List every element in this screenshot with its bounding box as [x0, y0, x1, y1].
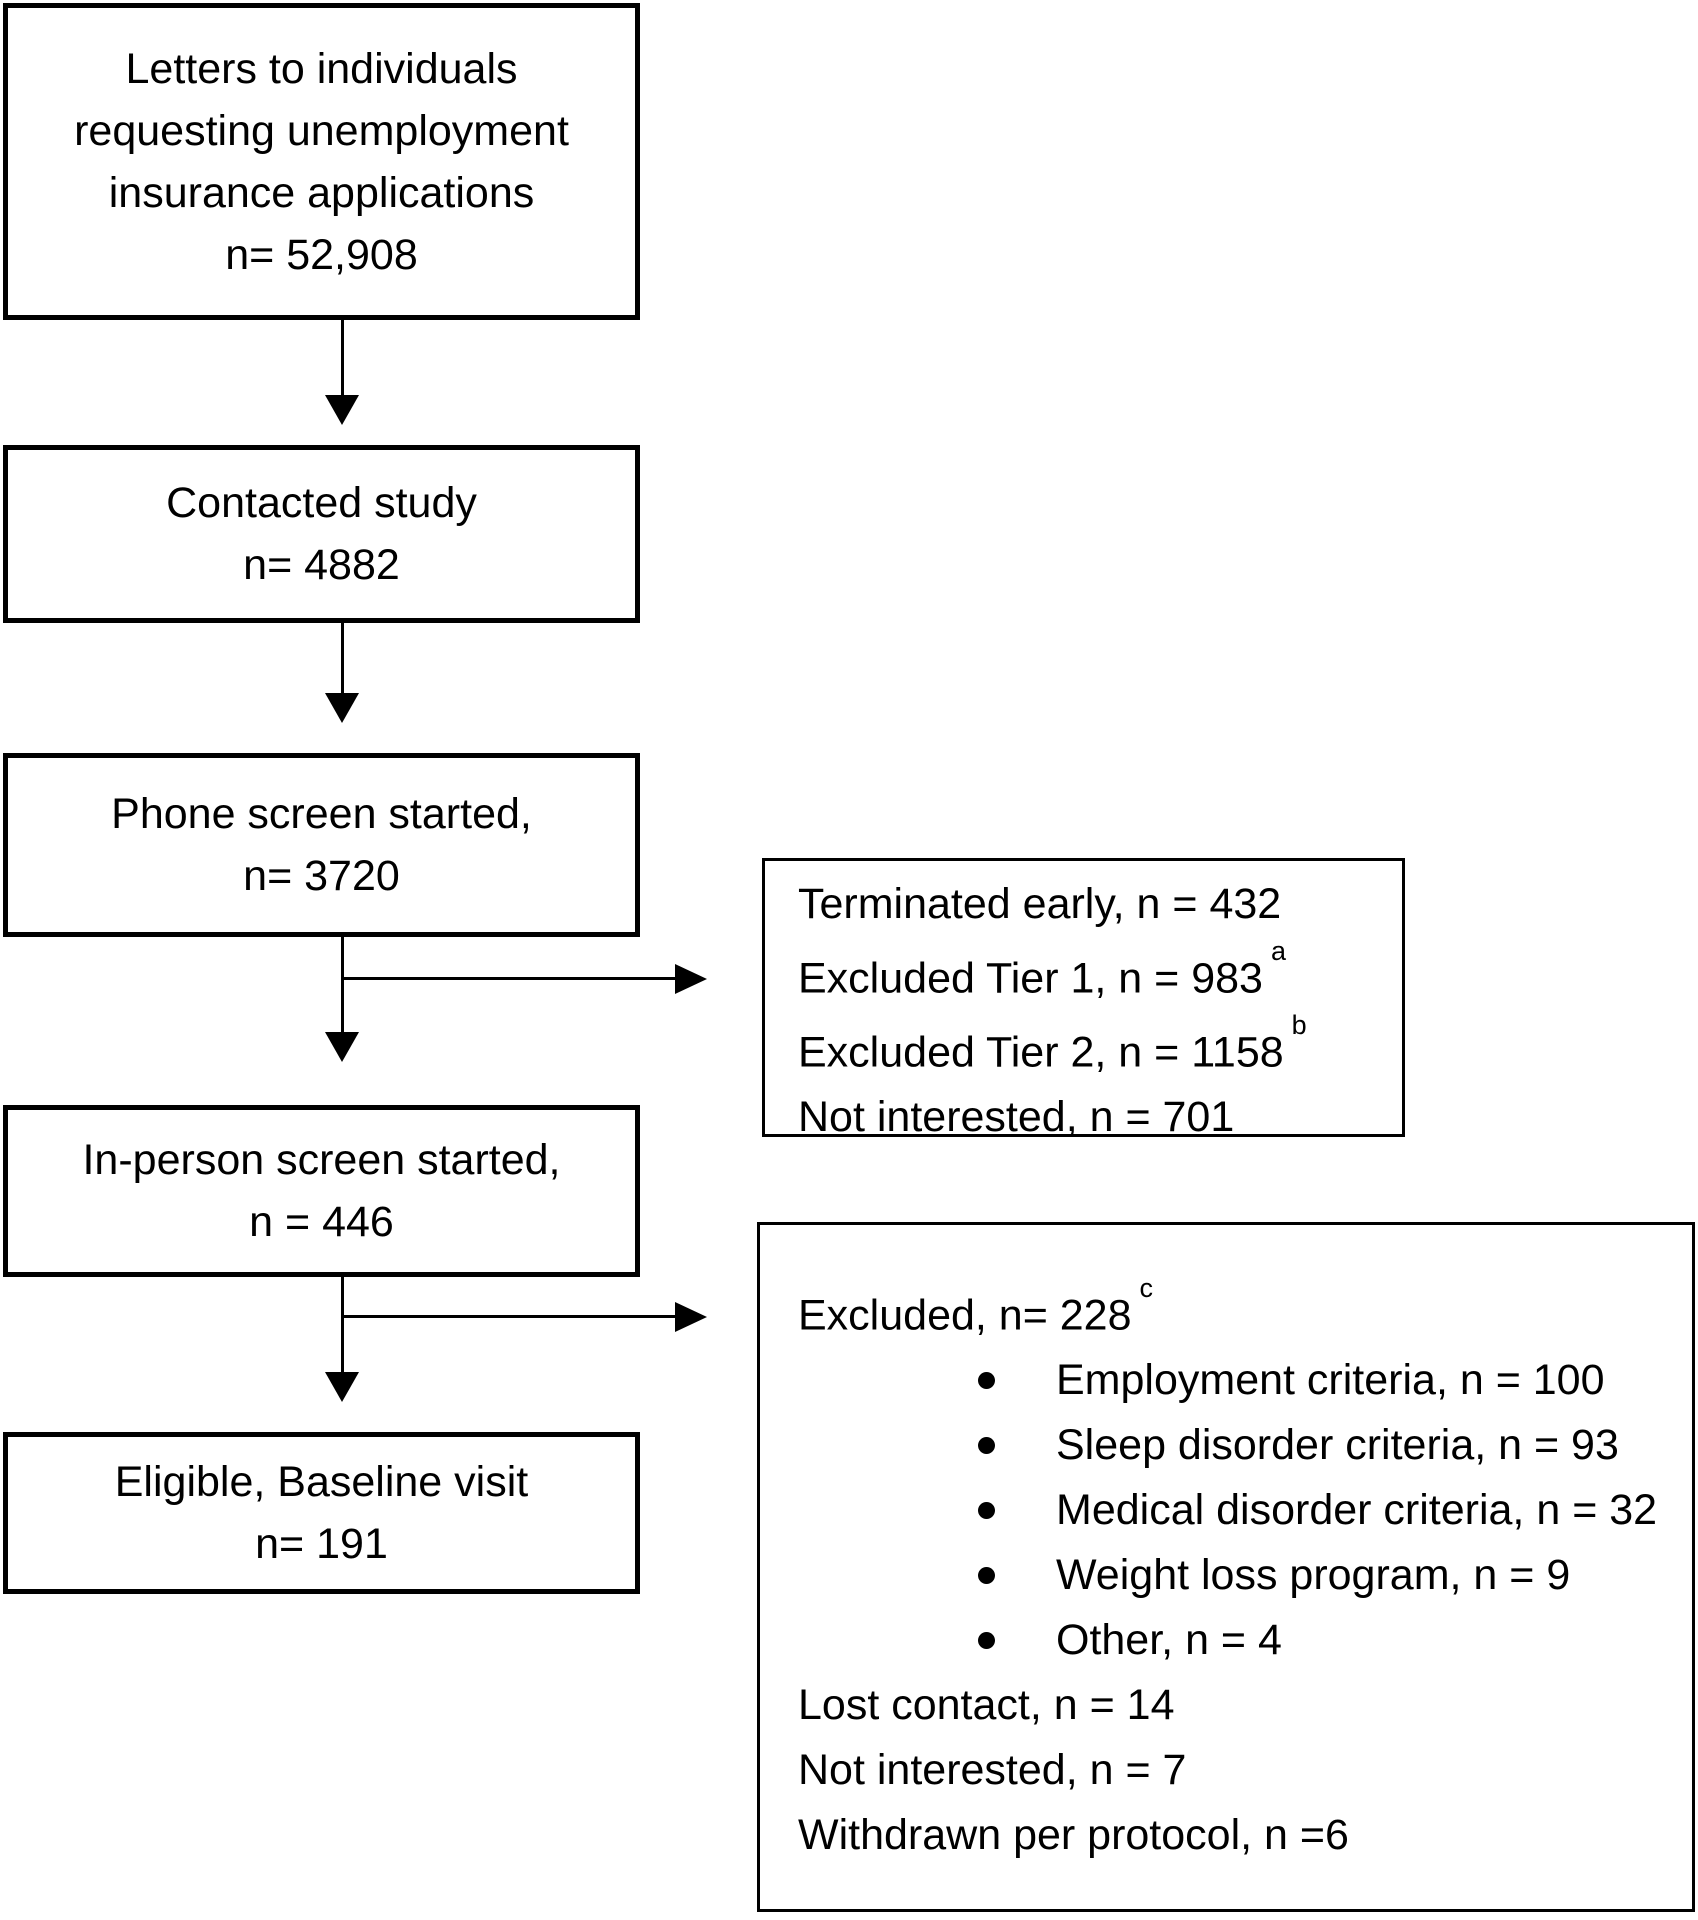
- arrow-2-shaft: [341, 623, 344, 693]
- bullet-text: Employment criteria, n = 100: [1056, 1356, 1605, 1405]
- flow-box-contacted-label: Contacted study: [166, 479, 477, 527]
- flow-box-letters-line-3: insurance applications: [108, 168, 535, 217]
- flow-box-eligible-count: n= 191: [255, 1520, 388, 1568]
- footnote-marker-a: a: [1270, 936, 1286, 966]
- bullet-text: Weight loss program, n = 9: [1056, 1551, 1571, 1600]
- bullet-icon: [978, 1502, 995, 1519]
- bullet-item-weight-loss: [798, 1543, 1682, 1608]
- exclusion-line-withdrawn: Withdrawn per protocol, n =6: [798, 1811, 1349, 1860]
- branch-2-shaft: [342, 1315, 675, 1318]
- exclusion-line-tier2: [798, 1010, 1392, 1084]
- flow-box-letters-line-2: requesting unemployment: [74, 106, 569, 155]
- flow-box-phone-count: n= 3720: [243, 852, 400, 900]
- bullet-icon: [978, 1632, 995, 1649]
- arrow-1-down-arrowhead-icon: [325, 395, 359, 425]
- footnote-marker-c: c: [1139, 1273, 1154, 1303]
- exclusion-line-not-interested: Not interested, n = 7: [798, 1746, 1187, 1795]
- flow-box-inperson-screen: [3, 1105, 640, 1277]
- bullet-icon: [978, 1372, 995, 1389]
- exclusion-header: [798, 1273, 1682, 1348]
- exclusion-box-phone-screen: [762, 858, 1405, 1141]
- flow-box-inperson-count: n = 446: [249, 1198, 394, 1246]
- arrow-4-down-arrowhead-icon: [325, 1372, 359, 1402]
- exclusion-text: Terminated early, n = 432: [798, 880, 1282, 928]
- arrow-3-down-arrowhead-icon: [325, 1032, 359, 1062]
- flow-box-contacted-study: [3, 445, 640, 623]
- bullet-text: Medical disorder criteria, n = 32: [1056, 1486, 1658, 1535]
- flow-box-eligible-label: Eligible, Baseline visit: [114, 1458, 529, 1506]
- exclusion-box-inperson-screen: [757, 1222, 1695, 1912]
- arrow-4-shaft: [341, 1277, 344, 1372]
- bullet-icon: [978, 1437, 995, 1454]
- exclusion-text: Excluded Tier 1, n = 983: [798, 954, 1263, 1003]
- flow-box-letters-line-1: Letters to individuals: [125, 44, 518, 93]
- exclusion-line-tier1: [798, 936, 1392, 1010]
- exclusion-header-text: Excluded, n= 228: [798, 1291, 1132, 1340]
- bullet-item-medical-disorder: [798, 1478, 1682, 1543]
- flow-box-contacted-count: n= 4882: [243, 541, 400, 589]
- bullet-item-sleep-disorder: [798, 1413, 1682, 1478]
- bullet-item-employment: [798, 1348, 1682, 1413]
- arrow-1-shaft: [341, 320, 344, 395]
- arrow-2-down-arrowhead-icon: [325, 693, 359, 723]
- flow-box-letters: [3, 3, 640, 320]
- exclusion-line-lost-contact: Lost contact, n = 14: [798, 1681, 1175, 1730]
- footnote-marker-b: b: [1291, 1010, 1307, 1041]
- flow-box-phone-label: Phone screen started,: [111, 790, 532, 838]
- flow-box-letters-count: n= 52,908: [225, 230, 418, 279]
- branch-2-right-arrowhead-icon: [675, 1302, 707, 1332]
- exclusion-line-not-interested: [798, 1085, 1392, 1149]
- bullet-icon: [978, 1567, 995, 1584]
- exclusion-text: Excluded Tier 2, n = 1158: [798, 1028, 1284, 1077]
- bullet-item-other: [798, 1608, 1682, 1673]
- exclusion-line-terminated: [798, 872, 1392, 936]
- arrow-3-shaft: [341, 937, 344, 1032]
- bullet-text: Other, n = 4: [1056, 1616, 1282, 1665]
- branch-1-shaft: [342, 977, 675, 980]
- exclusion-text: Not interested, n = 701: [798, 1092, 1235, 1141]
- flow-box-eligible-baseline: [3, 1432, 640, 1594]
- branch-1-right-arrowhead-icon: [675, 964, 707, 994]
- flow-box-phone-screen: [3, 753, 640, 937]
- bullet-text: Sleep disorder criteria, n = 93: [1056, 1421, 1619, 1470]
- flow-box-inperson-label: In-person screen started,: [82, 1136, 561, 1184]
